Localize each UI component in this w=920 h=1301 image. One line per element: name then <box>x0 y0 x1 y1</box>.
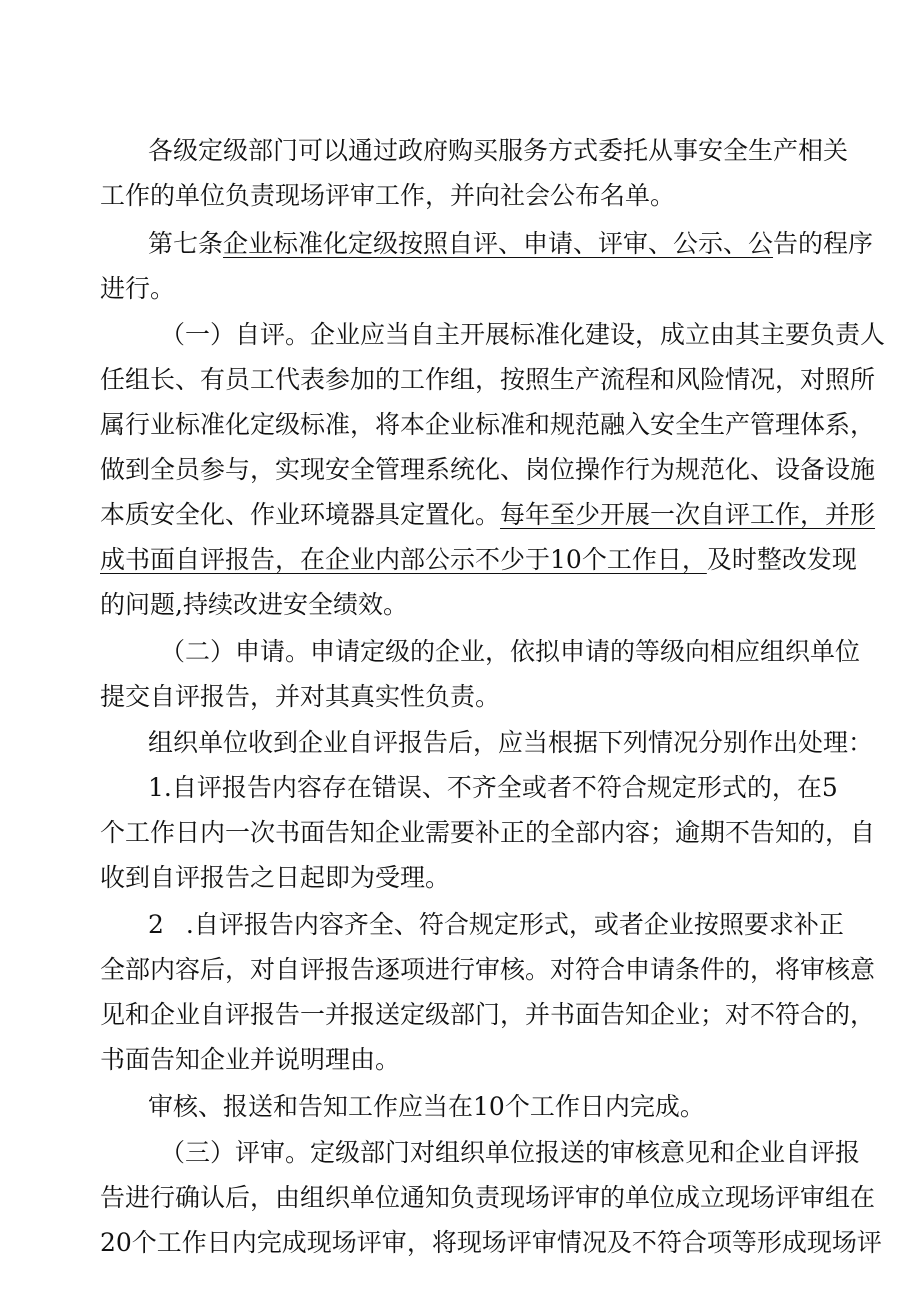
paragraph-line: 20个工作日内完成现场评审，将现场评审情况及不符合项等形成现场评 <box>100 1228 882 1257</box>
paragraph-text: 及时整改发现 <box>706 545 857 574</box>
paragraph-line: 收到自评报告之日起即为受理。 <box>100 863 451 892</box>
paragraph-line <box>100 495 876 535</box>
paragraph-line: 告进行确认后，由组织单位通知负责现场评审的单位成立现场评审组在 <box>100 1183 876 1212</box>
paragraph-text: 告的程序 <box>773 229 874 258</box>
list-item-1-line: 1.自评报告内容存在错误、不齐全或者不符合规定形式的，在5 <box>148 773 838 802</box>
list-number: 2 <box>148 910 164 939</box>
paragraph-line: 审核、报送和告知工作应当在10个工作日内完成。 <box>148 1092 705 1121</box>
section-application-heading-line: （二）申请。申请定级的企业，依拟申请的等级向相应组织单位 <box>160 637 861 666</box>
section-review-heading-line: （三）评审。定级部门对组织单位报送的审核意见和企业自评报 <box>160 1138 861 1167</box>
paragraph-line: 的问题,持续改进安全绩效。 <box>100 590 408 619</box>
article-7-line <box>148 224 874 264</box>
underlined-text: 企业标准化定级按照自评、申请、评审、公示、公 <box>223 229 774 258</box>
paragraph-line: 属行业标准化定级标准，将本企业标准和规范融入安全生产管理体系， <box>100 410 876 439</box>
paragraph-line: 各级定级部门可以通过政府购买服务方式委托从事安全生产相关 <box>148 136 849 165</box>
paragraph-text: .自评报告内容齐全、符合规定形式，或者企业按照要求补正 <box>185 910 844 939</box>
list-item-2-line <box>148 905 844 945</box>
paragraph-line <box>100 540 857 580</box>
paragraph-text: 本质安全化、作业环境器具定置化。 <box>100 500 501 529</box>
paragraph-line: 个工作日内一次书面告知企业需要补正的全部内容；逾期不告知的，自 <box>100 818 876 847</box>
underlined-text: 每年至少开展一次自评工作，并形 <box>500 500 876 529</box>
underlined-text: 成书面自评报告，在企业内部公示不少于10个工作日， <box>100 545 707 574</box>
paragraph-line: 组织单位收到企业自评报告后，应当根据下列情况分别作出处理： <box>148 728 874 757</box>
paragraph-line: 书面告知企业并说明理由。 <box>100 1045 401 1074</box>
article-number: 第七条 <box>148 229 224 258</box>
section-self-evaluation-heading-line: （一）自评。企业应当自主开展标准化建设，成立由其主要负责人 <box>160 320 886 349</box>
paragraph-line: 提交自评报告，并对其真实性负责。 <box>100 682 501 711</box>
paragraph-line: 工作的单位负责现场评审工作，并向社会公布名单。 <box>100 181 676 210</box>
paragraph-line: 做到全员参与，实现安全管理系统化、岗位操作行为规范化、设备设施 <box>100 455 876 484</box>
paragraph-line: 见和企业自评报告一并报送定级部门，并书面告知企业；对不符合的， <box>100 1000 876 1029</box>
paragraph-line: 全部内容后，对自评报告逐项进行审核。对符合申请条件的，将审核意 <box>100 955 876 984</box>
paragraph-line: 任组长、有员工代表参加的工作组，按照生产流程和风险情况，对照所 <box>100 365 876 394</box>
paragraph-line: 进行。 <box>100 274 176 303</box>
